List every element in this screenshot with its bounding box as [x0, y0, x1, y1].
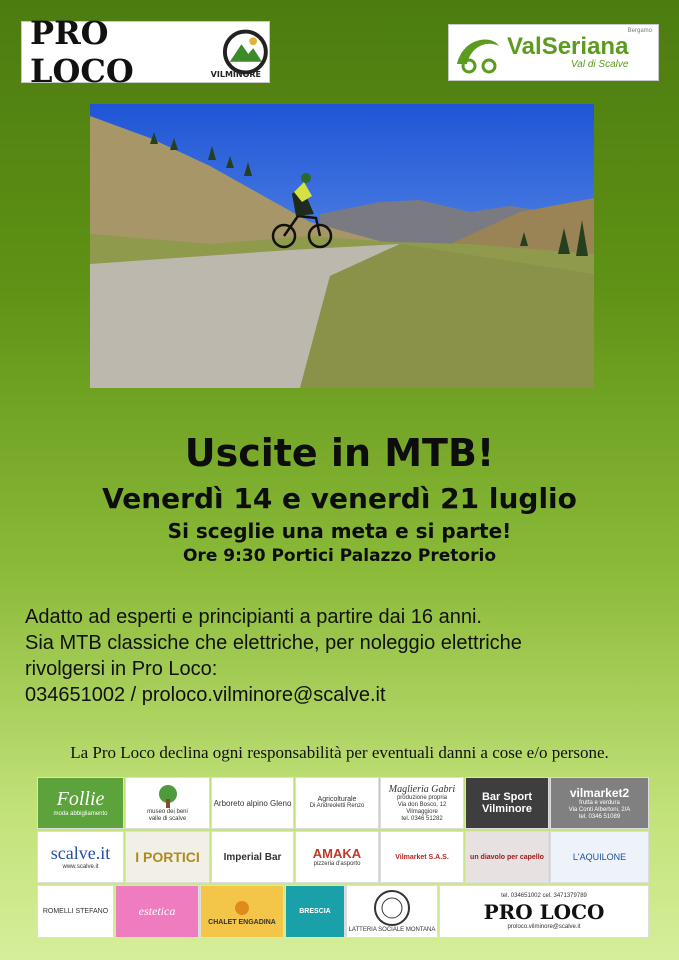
info-line: Adatto ad esperti e principianti a partire dai 16 anni.	[25, 606, 482, 628]
proloco-logo-text: PRO LOCO	[30, 14, 134, 90]
event-motto: Si sceglie una meta e si parte!	[167, 519, 512, 543]
valseriana-top-text: Bergamo	[627, 28, 652, 34]
sponsor-amaka: AMAKA pizzeria d'asporto	[295, 831, 379, 883]
sponsor-agricolturale: Agricolturale Di Andreoletti Renzo	[295, 777, 379, 829]
sponsor-proloco-bottom: tel. 034651002 cel. 3471379789 PRO LOCO proloco.vilminore@scalve.it	[439, 885, 649, 938]
sponsor-i-portici: I PORTICI	[125, 831, 210, 883]
event-dates: Venerdì 14 e venerdì 21 luglio	[102, 482, 577, 515]
info-line: rivolgersi in Pro Loco:	[25, 658, 218, 680]
valseriana-name: ValSeriana	[507, 33, 629, 60]
sponsor-romelli: ROMELLI STEFANO	[37, 885, 114, 938]
info-line: Sia MTB classiche che elettriche, per noleggio elettriche	[25, 632, 522, 654]
sponsor-aquilone: L'AQUILONE	[550, 831, 649, 883]
hero-photo-mtb	[90, 104, 594, 388]
sponsor-scalve-it: scalve.it www.scalve.it	[37, 831, 124, 883]
sponsor-estetica: estetica	[115, 885, 199, 938]
disclaimer: La Pro Loco declina ogni responsabilità per eventuali danni a cose e/o persone.	[70, 743, 609, 762]
tree-icon	[155, 783, 181, 809]
sponsor-vilmarket2: vilmarket2 frutta e verdura Via Conti Albertoni, 2/A tel. 0346 51089	[550, 777, 649, 829]
sponsor-maglieria-gabri: Maglieria Gabri produzione propria Via don Bosco, 12 Vilmaggiore tel. 0346 51282	[380, 777, 464, 829]
latteria-seal-icon	[373, 889, 411, 927]
info-paragraph	[25, 604, 675, 708]
sun-icon	[231, 897, 253, 919]
contact-line: 034651002 / proloco.vilminore@scalve.it	[25, 684, 386, 706]
event-meeting: Ore 9:30 Portici Palazzo Pretorio	[182, 546, 496, 566]
sponsor-bar-sport: Bar Sport Vilminore	[465, 777, 549, 829]
proloco-town: VILMINORE	[210, 70, 261, 79]
proloco-logo	[21, 14, 270, 90]
sponsor-latteria: LATTERIA SOCIALE MONTANA	[346, 885, 438, 938]
sponsor-diavolo-capello: un diavolo per capello	[465, 831, 549, 883]
sponsors-grid	[37, 777, 649, 940]
sponsor-vilmarket-sas: Vilmarket S.A.S.	[380, 831, 464, 883]
event-title: Uscite in MTB!	[184, 431, 495, 475]
sponsor-chalet-engadina: CHALET ENGADINA	[200, 885, 284, 938]
sponsor-follie: Follie moda abbigliamento	[37, 777, 124, 829]
valseriana-logo	[448, 24, 659, 81]
sponsor-imperial-bar: Imperial Bar	[211, 831, 294, 883]
valseriana-sub: Val di Scalve	[570, 59, 629, 70]
sponsor-arboreto: Arboreto alpino Gleno	[211, 777, 294, 829]
sponsor-museo: museo dei beni valle di scalve	[125, 777, 210, 829]
sponsor-brescia: BRESCIA	[285, 885, 345, 938]
mountain-emblem-icon	[222, 28, 269, 76]
cyclist-swirl-icon	[453, 30, 503, 76]
